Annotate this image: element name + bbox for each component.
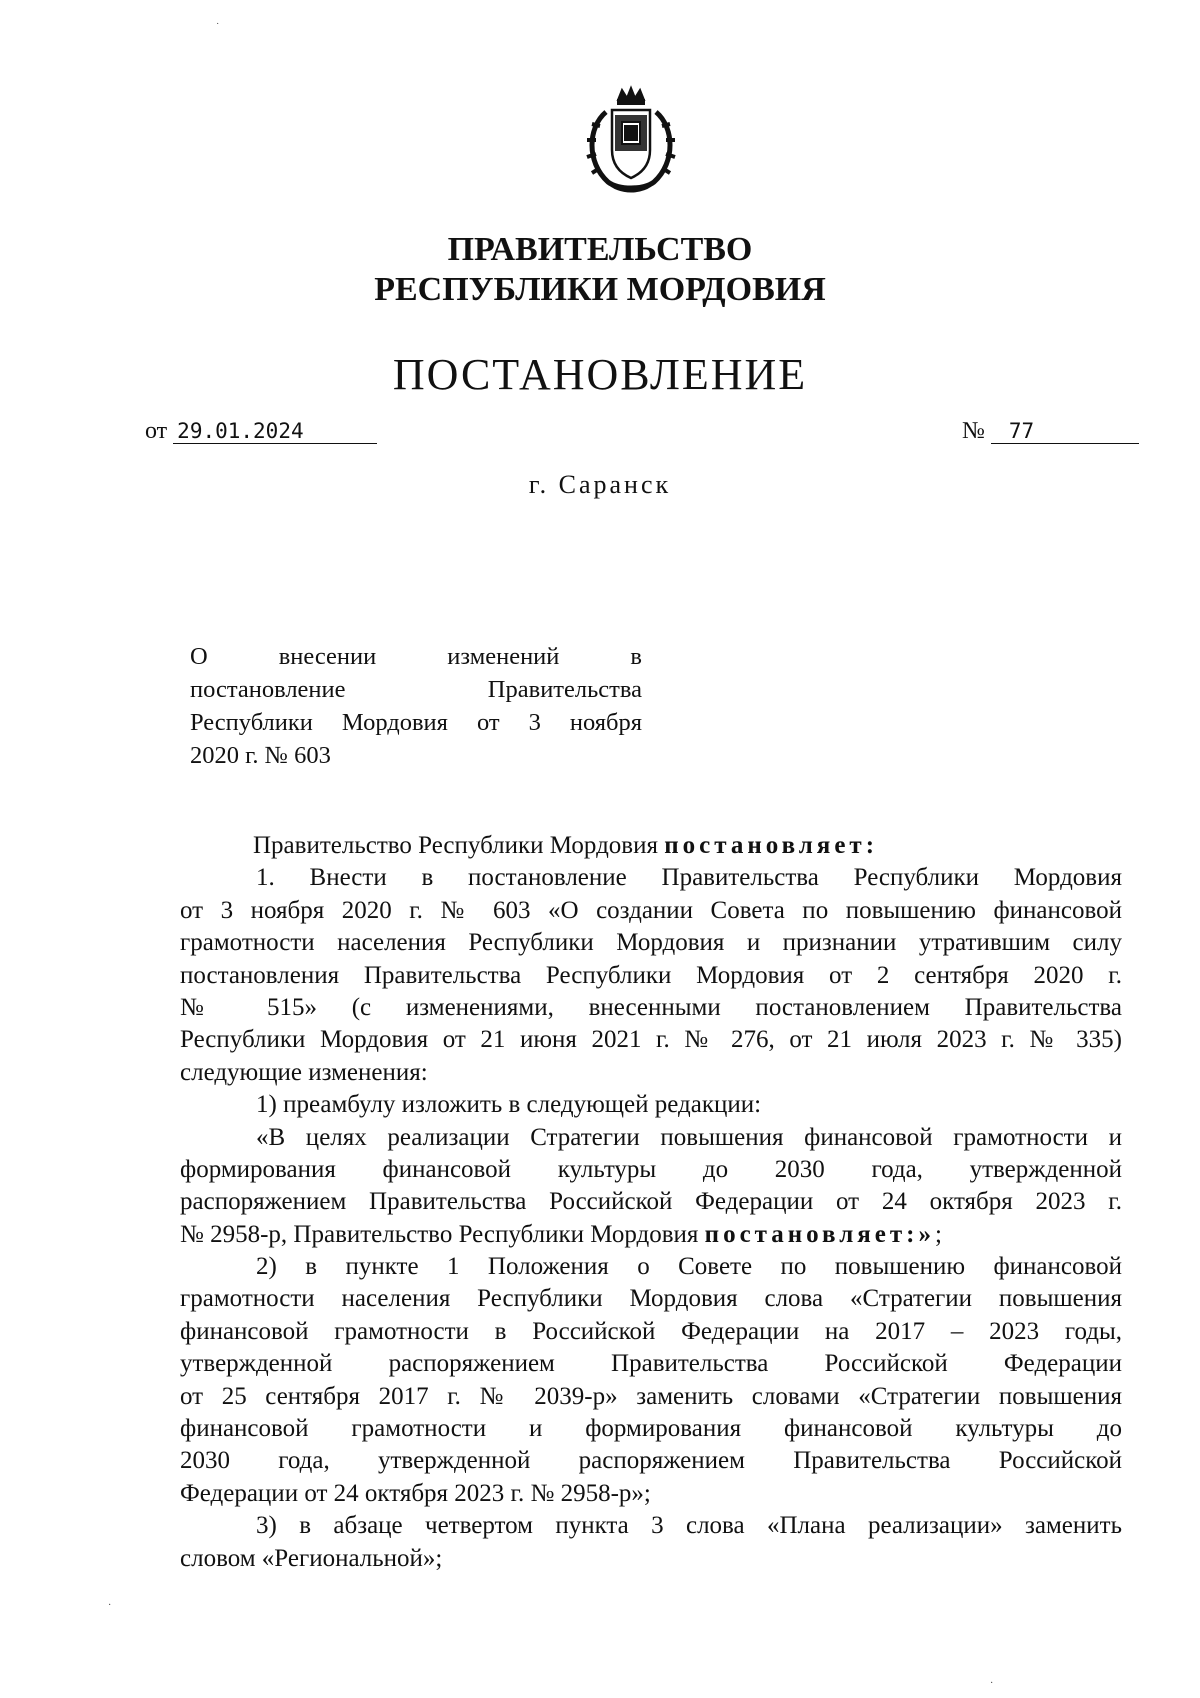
government-name-line-1: ПРАВИТЕЛЬСТВО (447, 231, 753, 268)
preamble-keyword: постановляет:» (704, 1220, 935, 1248)
number-prefix: № (962, 418, 985, 444)
body-line: Республики Мордовия от 21 июня 2021 г. № 276, от 21 июля 2023 г. № 335) (180, 1026, 1122, 1054)
scan-speck: ˙ (216, 22, 220, 33)
coat-of-arms-emblem (578, 82, 684, 198)
subject-line: 2020 г. № 603 (190, 742, 331, 769)
preamble-closing-text: № 2958-р, Правительство Республики Мордовия (180, 1220, 705, 1248)
body-line: финансовой грамотности в Российской Федерации на 2017 – 2023 годы, (180, 1317, 1122, 1345)
preamble-closing-line (180, 1219, 1122, 1251)
body-line: 2030 года, утвержденной распоряжением Правительства Российской (180, 1447, 1122, 1475)
document-number (962, 416, 1139, 446)
scan-speck: · (990, 1678, 994, 1689)
document-body (180, 830, 1122, 1575)
subject-line: О внесении изменений в (190, 643, 642, 670)
resolution-intro (180, 830, 1122, 862)
body-line: словом «Региональной»; (180, 1544, 443, 1572)
body-line: утвержденной распоряжением Правительства Российской Федерации (180, 1350, 1122, 1378)
body-line: от 3 ноября 2020 г. № 603 «О создании Совета по повышению финансовой (180, 896, 1122, 924)
document-date (145, 416, 377, 446)
body-line: 2) в пункте 1 Положения о Совете по повышению финансовой (256, 1253, 1122, 1281)
body-line: грамотности населения Республики Мордовия слова «Стратегии повышения (180, 1285, 1122, 1313)
date-value: 29.01.2024 (173, 419, 377, 444)
subject-line: Республики Мордовия от 3 ноября (190, 709, 642, 736)
body-line: «В целях реализации Стратегии повышения финансовой грамотности и (256, 1123, 1122, 1151)
resolution-keyword: постановляет: (664, 832, 879, 859)
number-value: 77 (991, 419, 1139, 444)
body-line: формирования финансовой культуры до 2030 года, утвержденной (180, 1155, 1122, 1183)
preamble-closing-tail: ; (934, 1220, 942, 1248)
document-subject (190, 640, 642, 772)
city-name: г. Саранск (528, 470, 672, 499)
body-line: Федерации от 24 октября 2023 г. № 2958-р»; (180, 1479, 651, 1507)
body-line: от 25 сентября 2017 г. № 2039-р» заменить словами «Стратегии повышения (180, 1382, 1122, 1410)
subject-line: постановление Правительства (190, 676, 642, 703)
body-line: грамотности населения Республики Мордовия и признании утратившим силу (180, 929, 1122, 957)
document-type-title: ПОСТАНОВЛЕНИЕ (392, 350, 808, 399)
government-name-line-2: РЕСПУБЛИКИ МОРДОВИЯ (374, 271, 826, 308)
body-line: 3) в абзаце четвертом пункта 3 слова «Плана реализации» заменить (256, 1512, 1122, 1540)
body-line: распоряжением Правительства Российской Федерации от 24 октября 2023 г. (180, 1188, 1122, 1216)
body-line: 1) преамбулу изложить в следующей редакции: (256, 1091, 762, 1119)
body-line: 1. Внести в постановление Правительства Республики Мордовия (256, 864, 1122, 892)
body-line: финансовой грамотности и формирования финансовой культуры до (180, 1415, 1122, 1443)
body-line: следующие изменения: (180, 1058, 428, 1086)
resolution-intro-text: Правительство Республики Мордовия (253, 832, 665, 859)
scan-speck: · (108, 1600, 112, 1611)
body-line: № 515» (с изменениями, внесенными постановлением Правительства (180, 993, 1122, 1021)
body-line: постановления Правительства Республики Мордовия от 2 сентября 2020 г. (180, 961, 1122, 989)
date-prefix: от (145, 418, 168, 444)
